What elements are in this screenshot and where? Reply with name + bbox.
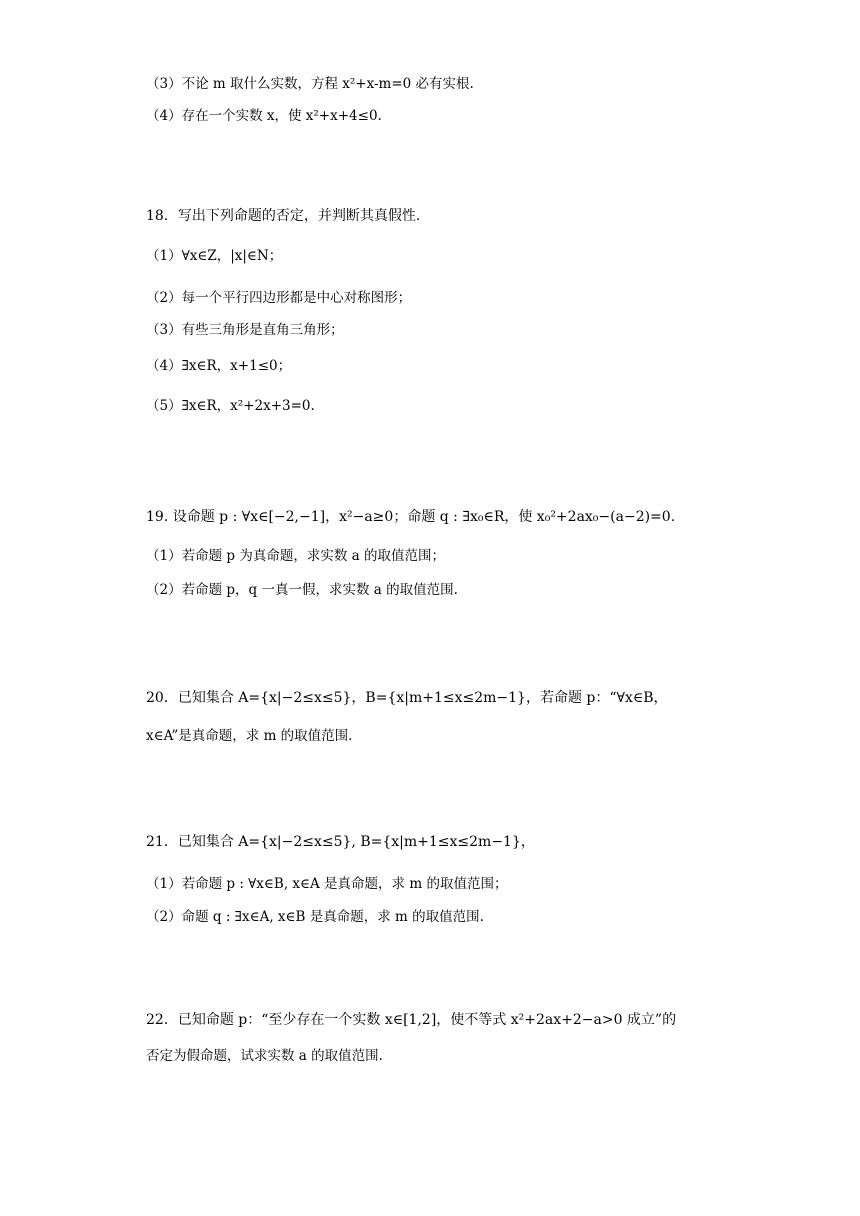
q18-stem: 18．写出下列命题的否定，并判断其真假性. [146, 208, 421, 224]
q21-stem: 21．已知集合 A={x|−2≤x≤5}, B={x|m+1≤x≤2m−1}， [146, 834, 535, 850]
q19-item-1: （1）若命题 p 为真命题，求实数 a 的取值范围； [146, 548, 445, 564]
q22-stem: 22．已知命题 p：“至少存在一个实数 x∈[1,2]，使不等式 x²+2ax+2−a>0 成立”的 [146, 1012, 677, 1028]
q18-item-2: （2）每一个平行四边形都是中心对称图形； [146, 290, 412, 306]
q17-item-4: （4）存在一个实数 x，使 x²+x+4≤0. [146, 108, 382, 124]
q21-item-2: （2）命题 q : ∃x∈A, x∈B 是真命题，求 m 的取值范围. [146, 909, 484, 925]
q18-item-5: （5）∃x∈R，x²+2x+3=0. [146, 398, 315, 414]
q20-stem: 20．已知集合 A={x|−2≤x≤5}，B={x|m+1≤x≤2m−1}，若命题 p：“∀x∈B， [146, 690, 668, 706]
q22-stem-cont: 否定为假命题，试求实数 a 的取值范围. [146, 1048, 383, 1064]
q19-item-2: （2）若命题 p，q 一真一假，求实数 a 的取值范围. [146, 582, 458, 598]
q18-item-4: （4）∃x∈R，x+1≤0； [146, 358, 292, 374]
q19-stem: 19. 设命题 p : ∀x∈[−2,−1]，x²−a≥0；命题 q : ∃x₀∈R，使 x₀²+2ax₀−(a−2)=0. [146, 509, 676, 525]
q20-stem-cont: x∈A”是真命题，求 m 的取值范围. [146, 728, 353, 744]
q17-item-3: （3）不论 m 取什么实数，方程 x²+x-m=0 必有实根. [146, 76, 474, 92]
q21-item-1: （1）若命题 p : ∀x∈B, x∈A 是真命题，求 m 的取值范围； [146, 876, 508, 892]
q18-item-1: （1）∀x∈Z，|x|∈N； [146, 248, 283, 264]
q18-item-3: （3）有些三角形是直角三角形； [146, 322, 344, 338]
